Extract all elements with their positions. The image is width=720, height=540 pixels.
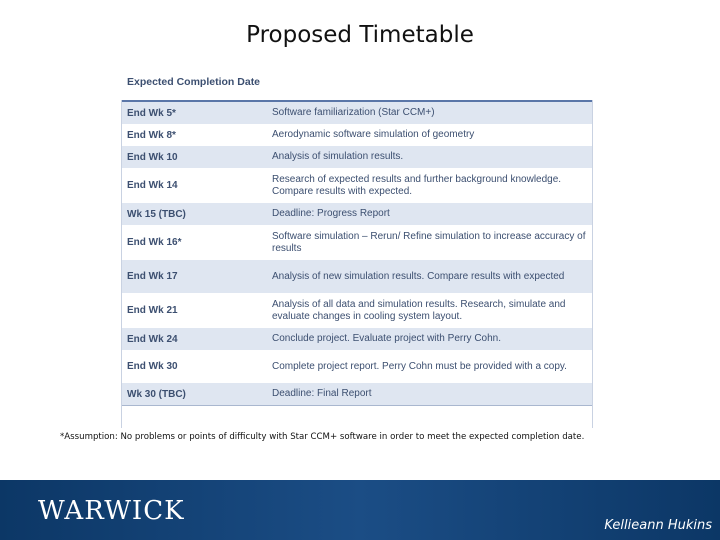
row-task: Research of expected results and further background knowledge. Compare results with expected. (272, 173, 562, 197)
table-row (121, 260, 593, 293)
row-task: Analysis of simulation results. (272, 151, 404, 162)
row-task: Aerodynamic software simulation of geometry (272, 129, 475, 140)
footer-band (0, 480, 720, 540)
table-row (121, 350, 593, 383)
table-row (121, 383, 593, 405)
slide-title: Proposed Timetable (246, 22, 474, 48)
row-task: Conclude project. Evaluate project with Perry Cohn. (272, 333, 502, 344)
timetable (121, 76, 593, 428)
row-date: Wk 30 (TBC) (127, 388, 186, 400)
table-row (121, 203, 593, 225)
row-date: End Wk 21 (127, 305, 178, 316)
table-row (121, 168, 593, 203)
table-row (121, 225, 593, 260)
table-row (121, 293, 593, 328)
row-date: End Wk 14 (127, 180, 178, 191)
row-task: Software familiarization (Star CCM+) (272, 107, 435, 118)
table-left-rule (121, 100, 122, 428)
timetable-header: Expected Completion Date (121, 76, 593, 102)
table-row (121, 146, 593, 168)
row-task: Analysis of new simulation results. Compare results with expected (272, 270, 565, 282)
row-task: Software simulation – Rerun/ Refine simulation to increase accuracy of results (272, 230, 586, 254)
table-row (121, 124, 593, 146)
row-date: End Wk 8* (127, 129, 176, 141)
row-task: Analysis of all data and simulation results. Research, simulate and evaluate changes in cooling system layout. (272, 298, 566, 322)
row-task: Deadline: Final Report (272, 388, 372, 399)
table-right-rule (592, 100, 593, 428)
author-name: Kellieann Hukins (604, 518, 712, 533)
row-date: Wk 15 (TBC) (127, 208, 186, 220)
row-task: Deadline: Progress Report (272, 208, 390, 219)
row-date: End Wk 30 (127, 361, 178, 372)
row-date: End Wk 16* (127, 237, 182, 248)
table-bottom-spacer (121, 405, 593, 428)
table-row (121, 328, 593, 350)
row-task: Complete project report. Perry Cohn must be provided with a copy. (272, 360, 567, 372)
row-date: End Wk 17 (127, 271, 178, 282)
assumption-note: *Assumption: No problems or points of difficulty with Star CCM+ software in order to meet the expected completion date. (60, 432, 585, 442)
table-row (121, 102, 593, 124)
warwick-logo: WARWICK (38, 496, 185, 526)
row-date: End Wk 10 (127, 151, 178, 163)
row-date: End Wk 24 (127, 333, 178, 345)
row-date: End Wk 5* (127, 107, 176, 119)
